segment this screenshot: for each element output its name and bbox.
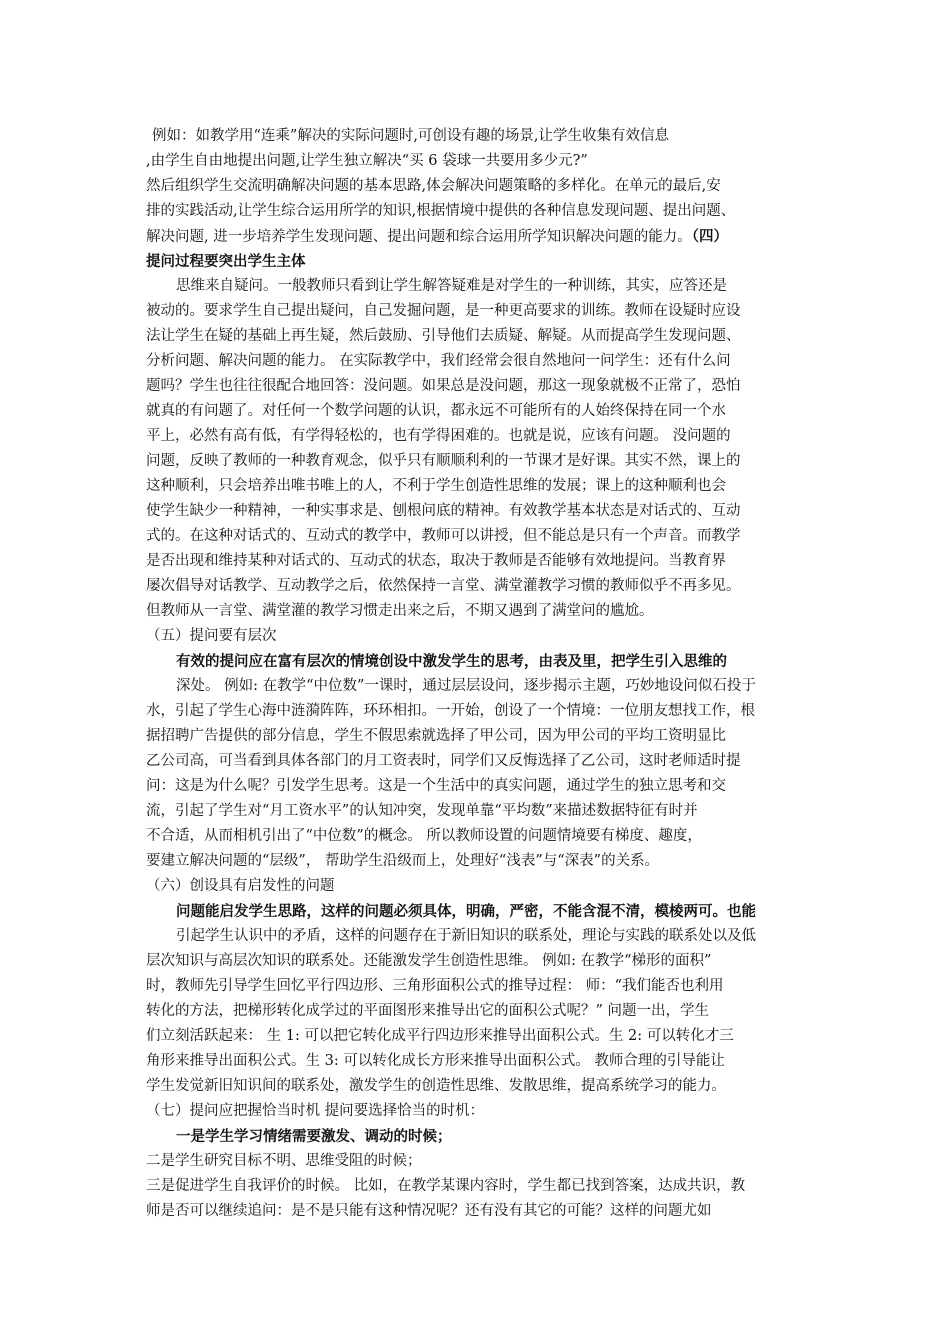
paragraph-line: 思维来自疑问。一般教师只看到让学生解答疑难是对学生的一种训练，其实，应答还是 [176,278,727,294]
document-body [146,124,808,1249]
paragraph-line: 学生发觉新旧知识间的联系处，激发学生的创造性思维、发散思维，提高系统学习的能力。 [146,1078,726,1094]
paragraph-line: 问：这是为什么呢？引发学生思考。这是一个生活中的真实问题，通过学生的独立思考和交 [146,778,726,794]
paragraph-line: （六）创设具有启发性的问题 [146,878,335,894]
paragraph-line: （五）提问要有层次 [146,628,277,644]
paragraph-line: 不合适，从而相机引出了“中位数”的概念。 所以教师设置的问题情境要有梯度、趣度， [146,828,702,844]
paragraph-line: 屡次倡导对话教学、互动教学之后，依然保持一言堂、满堂灌教学习惯的教师似乎不再多见。 [146,578,741,594]
paragraph-line: 乙公司高，可当看到具体各部门的月工资表时，同学们又反悔选择了乙公司，这时老师适时提 [146,753,741,769]
paragraph-line: 分析问题、解决问题的能力。 在实际教学中，我们经常会很自然地问一问学生：还有什么问 [146,353,731,369]
section-heading: 有效的提问应在富有层次的情境创设中激发学生的思考，由表及里，把学生引入思维的 [176,653,727,670]
paragraph-line [146,224,808,249]
paragraph-line: 转化的方法，把梯形转化成学过的平面图形来推导出它的面积公式呢？” 问题一出，学生 [146,1003,710,1019]
paragraph-line: 就真的有问题了。对任何一个数学问题的认识，都永远不可能所有的人始终保持在同一个水 [146,403,726,419]
paragraph-line: 时，教师先引导学生回忆平行四边形、三角形面积公式的推导过程： 师：“我们能否也利用 [146,978,724,994]
list-item: 二是学生研究目标不明、思维受阻的时候； [146,1153,422,1169]
paragraph-line: 问题，反映了教师的一种教育观念，似乎只有顺顺利利的一节课才是好课。其实不然，课上的 [146,453,741,469]
paragraph-line: 角形来推导出面积公式。生 3: 可以转化成长方形来推导出面积公式。 教师合理的引导能让 [146,1053,725,1069]
paragraph-line: 要建立解决问题的“层级”， 帮助学生沿级而上，处理好“浅表”与“深表”的关系。 [146,853,660,869]
list-item: 师是否可以继续追问：是不是只能有这种情况呢？还有没有其它的可能？这样的问题尤如 [146,1203,712,1219]
paragraph-line: 法让学生在疑的基础上再生疑，然后鼓励、引导他们去质疑、解疑。从而提高学生发现问题、 [146,328,741,344]
paragraph-line: 流，引起了学生对“月工资水平”的认知冲突，发现单靠“平均数”来描述数据特征有时并 [146,803,698,819]
paragraph-line: 们立刻活跃起来： 生 1: 可以把它转化成平行四边形来推导出面积公式。生 2: 可以转化才三 [146,1028,734,1044]
section-heading: 提问过程要突出学生主体 [146,253,306,270]
paragraph-line: 题吗？学生也往往很配合地回答：没问题。如果总是没问题，那这一现象就极不正常了，恐怕 [146,378,741,394]
paragraph-line: 水，引起了学生心海中涟漪阵阵，环环相扣。一开始，创设了一个情境：一位朋友想找工作，根 [146,703,755,719]
paragraph-line: ,由学生自由地提出问题,让学生独立解决“买 6 袋球一共要用多少元?” [146,153,588,169]
paragraph-line: 是否出现和维持某种对话式的、互动式的状态，取决于教师是否能够有效地提问。当教育界 [146,553,726,569]
paragraph-line: 例如：如教学用“连乘”解决的实际问题时,可创设有趣的场景,让学生收集有效信息 [152,128,670,144]
paragraph-line: 平上，必然有高有低，有学得轻松的，也有学得困难的。也就是说，应该有问题。 没问题的 [146,428,731,444]
paragraph-line-text: 解决问题, 进一步培养学生发现问题、提出问题和综合运用所学知识解决问题的能力。 [146,229,692,245]
list-item: 三是促进学生自我评价的时候。 比如，在教学某课内容时，学生都已找到答案，达成共识，教 [146,1178,746,1194]
paragraph-line: 但教师从一言堂、满堂灌的教学习惯走出来之后，不期又遇到了满堂问的尴尬。 [146,603,654,619]
paragraph-line: 层次知识与高层次知识的联系处。还能激发学生创造性思维。 例如: 在教学“梯形的面积” [146,953,712,969]
paragraph-line: 式的。在这种对话式的、互动式的教学中，教师可以讲授，但不能总是只有一个声音。而教学 [146,528,741,544]
paragraph-line: 深处。 例如: 在教学“中位数”一课时，通过层层设问，逐步揭示主题，巧妙地设问似石投于 [176,678,756,694]
paragraph-line: 使学生缺少一种精神，一种实事求是、刨根问底的精神。有效教学基本状态是对话式的、互动 [146,503,741,519]
paragraph-line: （七）提问应把握恰当时机 提问要选择恰当的时机： [146,1103,485,1119]
section-heading: 一是学生学习情绪需要激发、调动的时候； [176,1128,452,1145]
paragraph-line: 引起学生认识中的矛盾，这样的问题存在于新旧知识的联系处，理论与实践的联系处以及低 [176,928,756,944]
paragraph-line [146,1224,808,1249]
paragraph-line: 然后组织学生交流明确解决问题的基本思路,体会解决问题策略的多样化。在单元的最后,安 [146,178,721,194]
section-heading: 问题能启发学生思路，这样的问题必须具体，明确，严密，不能含混不清，模棱两可。也能 [176,903,756,920]
paragraph-line: 被动的。要求学生自己提出疑问，自己发掘问题，是一种更高要求的训练。教师在设疑时应设 [146,303,741,319]
paragraph-line: 这种顺利，只会培养出唯书唯上的人，不利于学生创造性思维的发展；课上的这种顺利也会 [146,478,726,494]
paragraph-line: 排的实践活动,让学生综合运用所学的知识,根据情境中提供的各种信息发现问题、提出问题、 [146,203,736,219]
section-heading-number: （四） [691,228,728,245]
paragraph-line: 据招聘广告提供的部分信息，学生不假思索就选择了甲公司，因为甲公司的平均工资明显比 [146,728,726,744]
